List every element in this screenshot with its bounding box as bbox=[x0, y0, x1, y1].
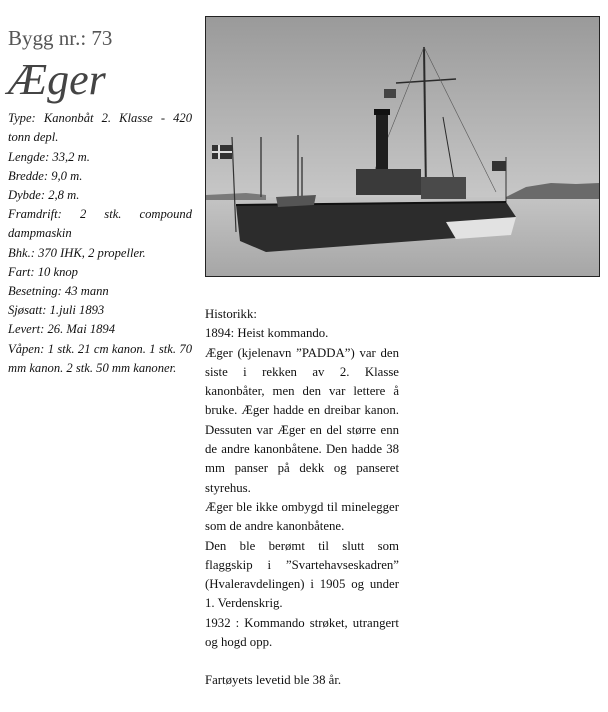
spec-length: Lengde: 33,2 m. bbox=[8, 149, 90, 164]
spec-type: Type: Kanonbåt 2. Klasse - 420 tonn depl. bbox=[8, 111, 192, 145]
spec-propulsion: Framdrift: 2 stk. compound dampmaskin bbox=[8, 207, 192, 241]
history-entry: 1932 : Kommando strøket, utrangert og hogd opp. bbox=[205, 615, 399, 650]
spec-beam: Bredde: 9,0 m. bbox=[8, 168, 83, 183]
spec-horsepower: Bhk.: 370 IHK, 2 propeller. bbox=[8, 245, 146, 260]
build-number: Bygg nr.: 73 bbox=[8, 26, 113, 50]
ship-name: Æger bbox=[8, 55, 106, 104]
spec-list bbox=[8, 109, 192, 378]
history-entry: Æger ble ikke ombygd til minelegger som de andre kanonbåtene. bbox=[205, 499, 399, 534]
history-section bbox=[205, 305, 399, 691]
ship-photo bbox=[205, 16, 600, 277]
history-entry: Den ble berømt til slutt som flaggskip i ”Svartehavseskadren” (Hvaleravdelingen) i 1905 og under 1. Verdenskrig. bbox=[205, 538, 399, 611]
history-entry: Æger (kjelenavn ”PADDA”) var den siste i rekken av 2. Klasse kanonbåter, men den var lettere å bruke. Æger hadde en dreibar kanon. Dessuten var Æger en del større enn de andre kanonbåtene. Den hadde 38 mm panser på dekk og panseret styrehus. bbox=[205, 345, 399, 495]
ship-info-column bbox=[8, 26, 192, 378]
spec-crew: Besetning: 43 mann bbox=[8, 284, 109, 299]
spec-launched: Sjøsatt: 1.juli 1893 bbox=[8, 303, 105, 318]
spec-delivered: Levert: 26. Mai 1894 bbox=[8, 322, 116, 337]
spec-speed: Fart: 10 knop bbox=[8, 264, 78, 279]
history-heading: Historikk: bbox=[205, 307, 257, 321]
spec-draft: Dybde: 2,8 m. bbox=[8, 188, 80, 202]
history-entry: 1894: Heist kommando. bbox=[205, 326, 329, 341]
history-lifetime: Fartøyets levetid ble 38 år. bbox=[205, 673, 342, 688]
spec-armament: Våpen: 1 stk. 21 cm kanon. 1 stk. 70 mm kanon. 2 stk. 50 mm kanoner. bbox=[8, 341, 192, 375]
